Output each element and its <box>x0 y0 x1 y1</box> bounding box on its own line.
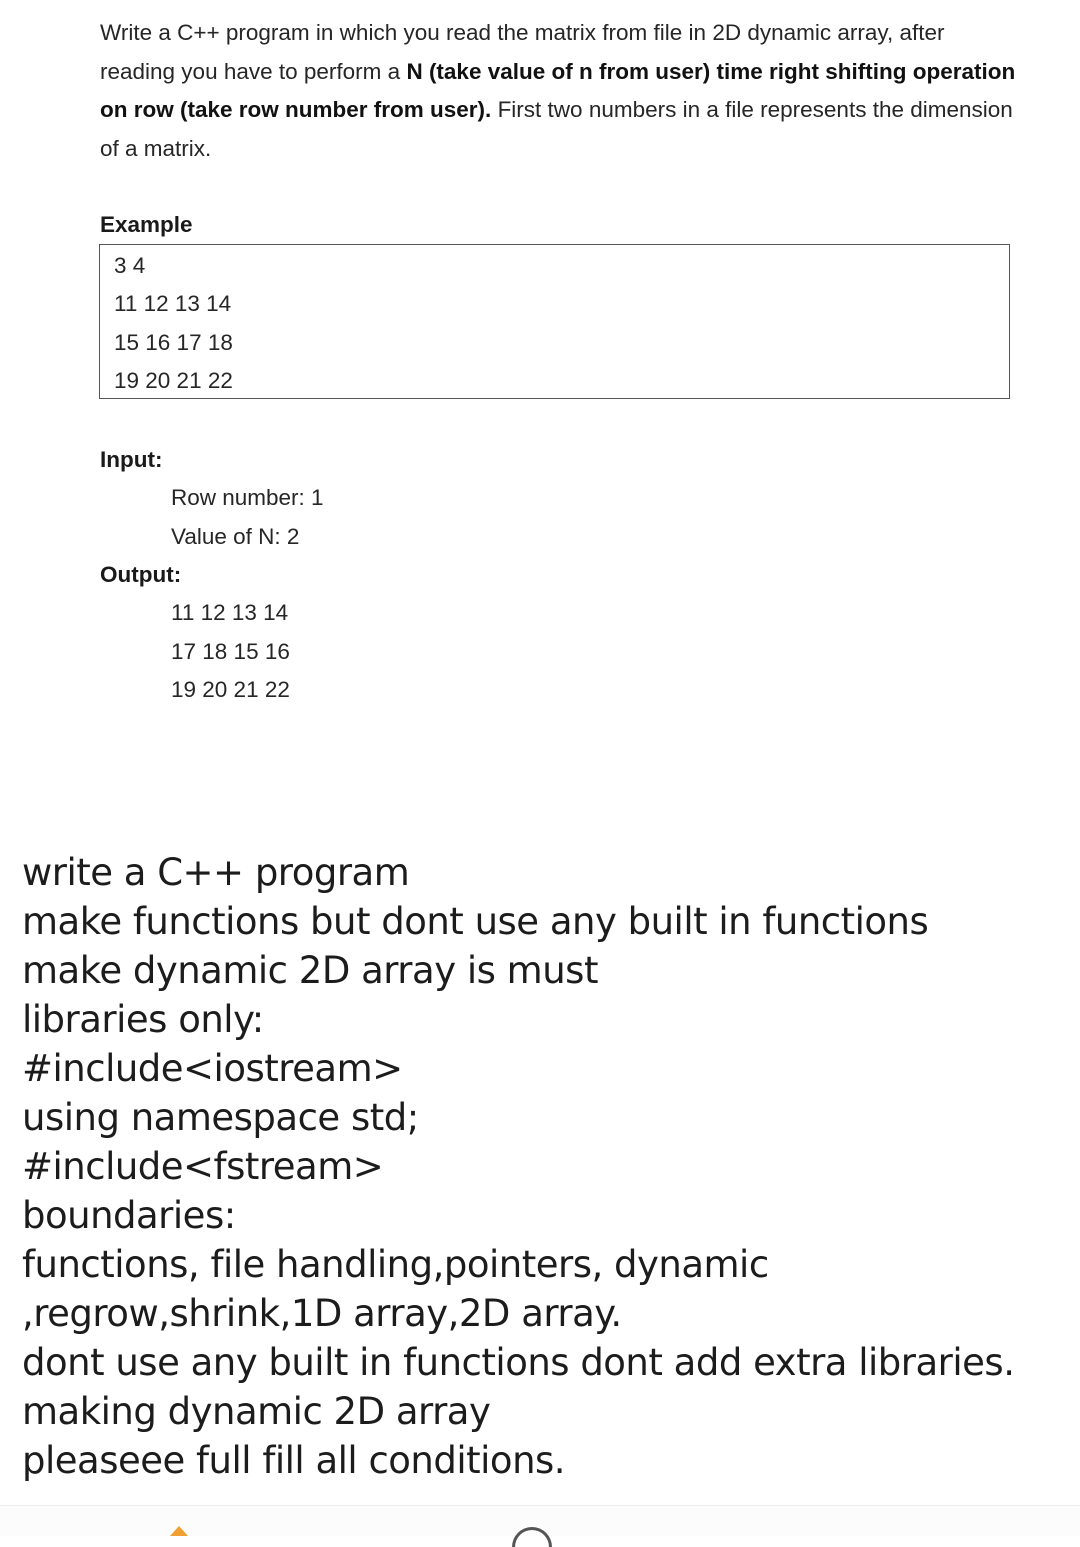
output-line: 19 20 21 22 <box>171 677 290 702</box>
output-line: 17 18 15 16 <box>171 638 290 664</box>
example-line: 19 20 21 22 <box>114 368 233 393</box>
requirements-note <box>22 848 1062 1485</box>
problem-statement <box>100 14 1020 168</box>
note-line: boundaries: <box>22 1194 236 1237</box>
problem-intro <box>100 14 1020 168</box>
input-line: Value of N: 2 <box>171 523 300 549</box>
note-line: #include<fstream> <box>22 1145 384 1188</box>
note-line: make dynamic 2D array is must <box>22 949 598 992</box>
note-line: functions, file handling,pointers, dynamic <box>22 1243 769 1286</box>
input-heading: Input: <box>100 447 163 472</box>
example-heading: Example <box>100 212 193 237</box>
output-block <box>171 594 290 710</box>
note-line: libraries only: <box>22 998 264 1041</box>
output-heading: Output: <box>100 562 182 587</box>
note-line: pleaseee full fill all conditions. <box>22 1439 566 1482</box>
output-line: 11 12 13 14 <box>171 600 289 625</box>
example-line: 11 12 13 14 <box>114 291 232 316</box>
note-line: ,regrow,shrink,1D array,2D array. <box>22 1292 622 1335</box>
intro-bold-text: N (take value of n from user) time right shifting operation on row (take row number from user). <box>100 58 1016 122</box>
note-line: dont use any built in functions dont add extra libraries. <box>22 1341 1015 1384</box>
note-line: make functions but dont use any built in functions <box>22 900 929 943</box>
input-line: Row number: 1 <box>171 485 324 510</box>
intro-text-1: Write a C++ program in which you read the matrix from file in 2D dynamic array, after reading you have to perform a <box>100 20 945 84</box>
note-line: #include<iostream> <box>22 1047 403 1090</box>
note-line: write a C++ program <box>22 851 410 894</box>
intro-text-2: First two numbers in a file represents the dimension of a matrix. <box>100 97 1013 161</box>
example-line: 15 16 17 18 <box>114 329 233 355</box>
example-line: 3 4 <box>114 253 146 278</box>
note-line: using namespace std; <box>22 1096 419 1139</box>
input-block <box>171 479 324 556</box>
example-box <box>99 244 1010 399</box>
note-line: making dynamic 2D array <box>22 1390 491 1433</box>
